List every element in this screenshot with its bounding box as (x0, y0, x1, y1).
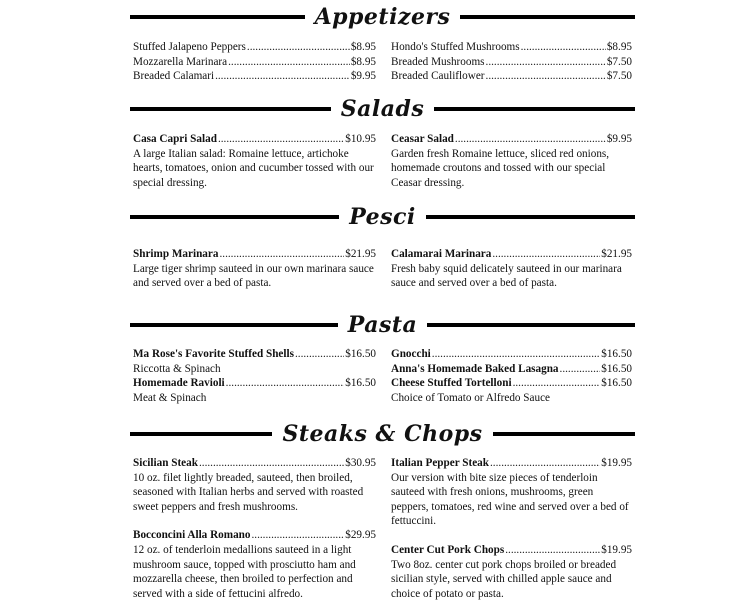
item-price: $16.50 (345, 348, 376, 360)
item-name: Bocconcini Alla Romano (133, 529, 251, 542)
item-name: Ma Rose's Favorite Stuffed Shells (133, 348, 294, 360)
item-name: Breaded Calamari (133, 70, 215, 83)
section-title-salads: Salads (340, 96, 425, 122)
pasta-header (130, 311, 635, 339)
leader-dots (505, 543, 600, 558)
salads-left-column (133, 132, 376, 190)
menu-item (391, 69, 632, 84)
menu-item (391, 40, 632, 55)
item-price: $16.50 (601, 362, 632, 375)
menu-item (391, 376, 632, 405)
item-price: $7.50 (606, 70, 632, 83)
item-price: $8.95 (350, 41, 376, 53)
header-rule-right (460, 15, 635, 19)
menu-item (391, 247, 632, 291)
leader-dots (199, 456, 344, 471)
leader-dots (219, 247, 344, 262)
item-name: Calamarai Marinara (391, 248, 492, 260)
item-name: Shrimp Marinara (133, 248, 219, 260)
leader-dots (486, 55, 606, 70)
item-price: $19.95 (601, 457, 632, 469)
leader-dots (521, 40, 606, 55)
pasta-left-column (133, 347, 376, 405)
menu-item (133, 55, 376, 70)
item-name: Casa Capri Salad (133, 133, 217, 145)
item-price: $30.95 (345, 457, 376, 469)
menu-item (391, 362, 632, 377)
salads-right-column (391, 132, 632, 190)
header-rule-left (130, 15, 305, 19)
item-name: Ceasar Salad (391, 133, 454, 145)
menu-item (391, 456, 632, 529)
menu-item (133, 376, 376, 405)
section-title-pasta: Pasta (347, 312, 418, 338)
item-name: Italian Pepper Steak (391, 457, 489, 469)
item-description: Choice of Tomato or Alfredo Sauce (391, 391, 551, 404)
menu-item (133, 247, 376, 291)
menu-item (133, 69, 376, 84)
leader-dots (486, 69, 606, 84)
menu-item (133, 132, 376, 190)
item-name: Breaded Cauliflower (391, 70, 485, 83)
menu-item (391, 543, 632, 601)
menu-item (133, 528, 376, 601)
spacer (133, 514, 376, 528)
steaks-right-column (391, 456, 632, 601)
leader-dots (251, 528, 344, 543)
leader-dots (226, 376, 345, 391)
header-rule-right (493, 432, 635, 436)
section-title-pesci: Pesci (349, 204, 416, 230)
leader-dots (218, 132, 344, 147)
section-title-steaks: Steaks & Chops (282, 421, 483, 447)
header-rule-left (130, 432, 272, 436)
leader-dots (215, 69, 350, 84)
leader-dots (247, 40, 350, 55)
item-name: Sicilian Steak (133, 457, 198, 469)
leader-dots (513, 376, 601, 391)
spacer (391, 529, 632, 543)
header-rule-right (426, 215, 635, 219)
pesci-left-column (133, 247, 376, 291)
item-description: Garden fresh Romaine lettuce, sliced red onions, homemade croutons and tossed with our special Ceasar dressing. (391, 147, 610, 189)
pesci-right-column (391, 247, 632, 291)
menu-item (391, 132, 632, 190)
item-price: $21.95 (345, 248, 376, 260)
menu-item (391, 55, 632, 70)
header-rule-right (434, 107, 635, 111)
menu-item (133, 456, 376, 514)
item-name: Breaded Mushrooms (391, 55, 485, 68)
item-price: $7.50 (606, 55, 632, 68)
menu-item (391, 347, 632, 362)
appetizers-left-column (133, 40, 376, 84)
item-price: $9.95 (350, 70, 376, 83)
steaks-left-column (133, 456, 376, 601)
leader-dots (295, 347, 344, 362)
item-price: $9.95 (606, 133, 632, 145)
item-price: $8.95 (350, 55, 376, 68)
item-name: Hondo's Stuffed Mushrooms (391, 41, 520, 53)
leader-dots (490, 456, 600, 471)
item-description: Fresh baby squid delicately sauteed in our marinara sauce and served over a bed of pasta. (391, 262, 622, 290)
menu-item (133, 347, 376, 376)
appetizers-right-column (391, 40, 632, 84)
item-description: A large Italian salad: Romaine lettuce, artichoke hearts, tomatoes, onion and cucumber tossed with our special dressing. (133, 147, 374, 189)
item-price: $10.95 (345, 133, 376, 145)
item-name: Cheese Stuffed Tortelloni (391, 377, 512, 390)
item-name: Center Cut Pork Chops (391, 543, 505, 556)
menu-item (133, 40, 376, 55)
item-name: Mozzarella Marinara (133, 55, 228, 68)
leader-dots (432, 347, 600, 362)
item-price: $16.50 (601, 348, 632, 360)
leader-dots (455, 132, 606, 147)
item-price: $8.95 (606, 41, 632, 53)
item-name: Anna's Homemade Baked Lasagna (391, 362, 559, 375)
item-description: 10 oz. filet lightly breaded, sauteed, then broiled, seasoned with Italian herbs and served with roasted sweet peppers and fresh mushrooms. (133, 471, 364, 513)
item-price: $16.50 (601, 377, 632, 390)
item-price: $16.50 (345, 377, 376, 390)
header-rule-left (130, 107, 331, 111)
pasta-right-column (391, 347, 632, 405)
leader-dots (560, 362, 601, 377)
item-price: $19.95 (601, 543, 632, 556)
item-name: Gnocchi (391, 348, 431, 360)
salads-header (130, 95, 635, 123)
header-rule-right (427, 323, 635, 327)
leader-dots (228, 55, 350, 70)
item-price: $29.95 (345, 529, 376, 542)
header-rule-left (130, 215, 339, 219)
item-description: Meat & Spinach (133, 391, 207, 404)
item-description: Large tiger shrimp sauteed in our own marinara sauce and served over a bed of pasta. (133, 262, 374, 290)
item-name: Homemade Ravioli (133, 377, 225, 390)
section-title-appetizers: Appetizers (314, 4, 451, 30)
appetizers-header (130, 3, 635, 31)
item-description: Our version with bite size pieces of tenderloin sauteed with fresh onions, mushrooms, green peppers, tomatoes, red wine and served over a bed of fettuccini. (391, 471, 629, 528)
item-description: Riccotta & Spinach (133, 362, 221, 375)
item-description: 12 oz. of tenderloin medallions sauteed in a light mushroom sauce, topped with prosciutto ham and mozzarella cheese, then broiled to perfection and served with a side of fettucini alfredo. (133, 543, 356, 600)
item-description: Two 8oz. center cut pork chops broiled or breaded sicilian style, served with chilled apple sauce and choice of potato or pasta. (391, 558, 617, 600)
header-rule-left (130, 323, 338, 327)
item-name: Stuffed Jalapeno Peppers (133, 41, 246, 53)
item-price: $21.95 (601, 248, 632, 260)
pesci-header (130, 203, 635, 231)
leader-dots (492, 247, 600, 262)
steaks-header (130, 420, 635, 448)
